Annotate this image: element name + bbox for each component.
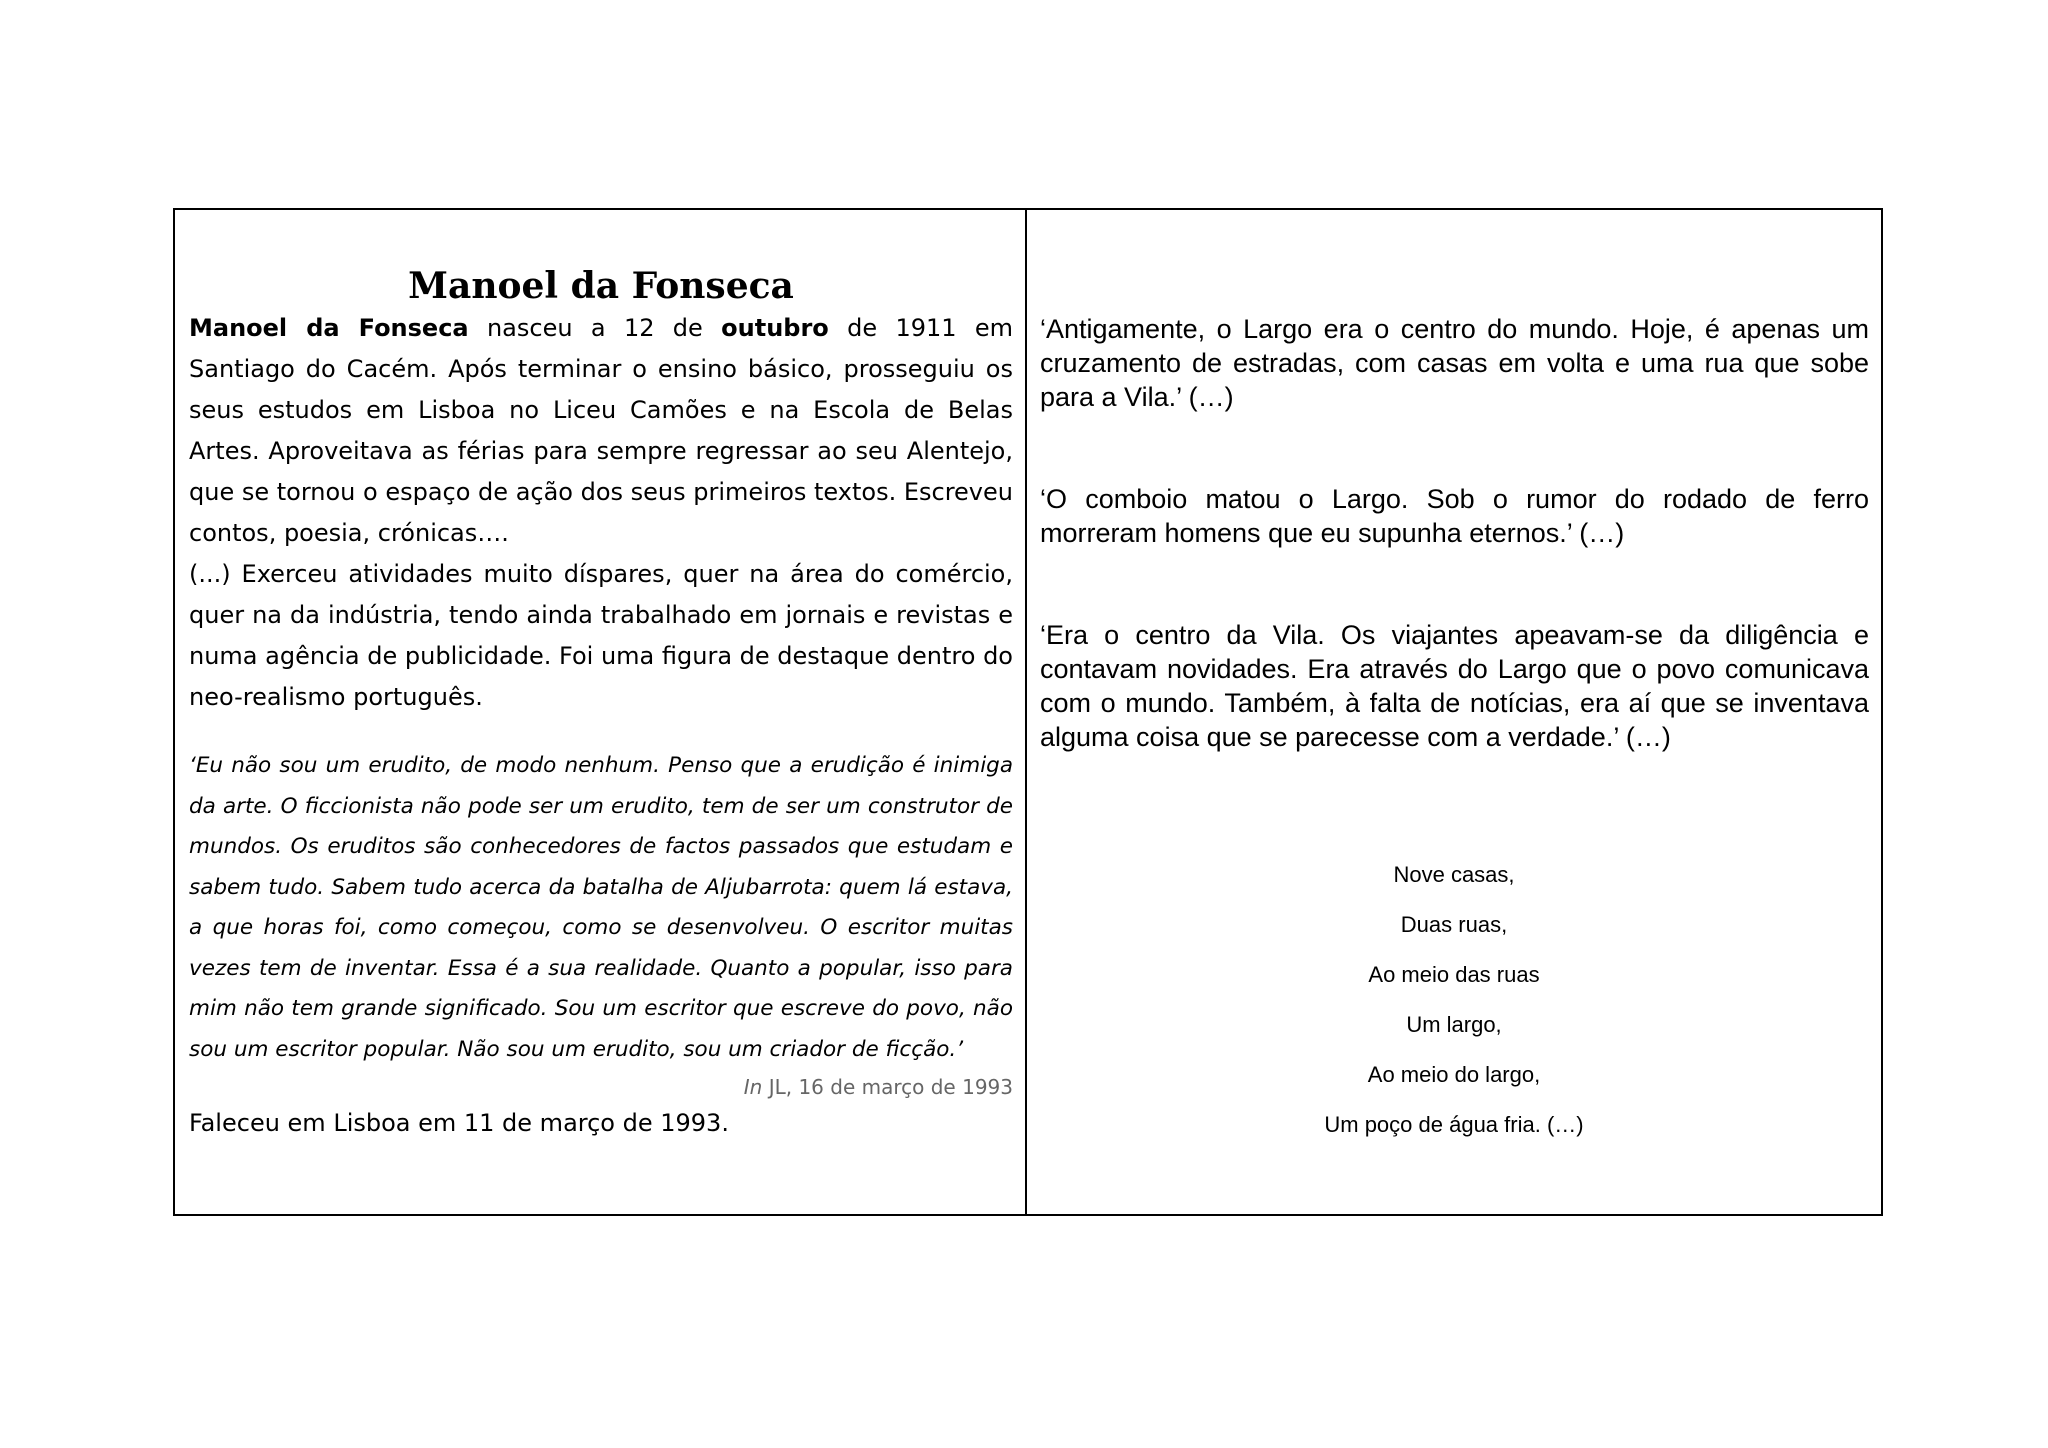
- bio-text-2: de 1911 em Santiago do Cacém. Após terminar o ensino básico, prosseguiu os seus estudos em Lisboa no Liceu Camões e na Escola de Belas Artes. Aproveitava as férias para sempre regressar ao seu Alentejo, que se tornou o espaço de ação dos seus primeiros textos. Escreveu contos, poesia, crónicas….: [189, 314, 1013, 547]
- excerpts-column: [1027, 210, 1881, 1214]
- poem-line: Ao meio das ruas: [1368, 962, 1540, 987]
- quote-source: [189, 1070, 1013, 1104]
- biography-title: Manoel da Fonseca: [408, 265, 794, 307]
- bio-name: Manoel da Fonseca: [189, 314, 469, 342]
- poem: [1027, 850, 1881, 1150]
- excerpt-1: ‘Antigamente, o Largo era o centro do mundo. Hoje, é apenas um cruzamento de estradas, com casas em volta e uma rua que sobe para a Vila.’ (…): [1040, 314, 1869, 412]
- poem-line: Um largo,: [1406, 1012, 1502, 1037]
- source-in: In: [743, 1075, 763, 1099]
- death-note: Faleceu em Lisboa em 11 de março de 1993.: [189, 1109, 729, 1137]
- excerpt-2: ‘O comboio matou o Largo. Sob o rumor do rodado de ferro morreram homens que eu supunha eternos.’ (…): [1040, 484, 1869, 548]
- bio-text-1: nasceu a 12 de: [468, 314, 722, 342]
- author-quote: ‘Eu não sou um erudito, de modo nenhum. Penso que a erudição é inimiga da arte. O ficcionista não pode ser um erudito, tem de ser um construtor de mundos. Os eruditos são conhecedores de factos passados que estudam e sabem tudo. Sabem tudo acerca da batalha de Aljubarrota: quem lá estava, a que horas foi, como começou, como se desenvolveu. O escritor muitas vezes tem de inventar. Essa é a sua realidade. Quanto a popular, isso para mim não tem grande significado. Sou um escritor que escreve do povo, não sou um escritor popular. Não sou um erudito, sou um criador de ficção.’: [189, 753, 1013, 1062]
- poem-line: Duas ruas,: [1400, 912, 1508, 937]
- biography-column: [175, 210, 1027, 1214]
- excerpt-3: ‘Era o centro da Vila. Os viajantes apeavam-se da diligência e contavam novidades. Era através do Largo que o povo comunicava com o mundo. Também, à falta de notícias, era aí que se inventava alguma coisa que se parecesse com a verdade.’ (…): [1040, 620, 1869, 752]
- source-publication: JL, 16 de março de 1993: [762, 1075, 1013, 1099]
- document-table: [173, 208, 1883, 1216]
- bio-text-3: (...) Exerceu atividades muito díspares, quer na área do comércio, quer na da indústria, tendo ainda trabalhado em jornais e revistas e numa agência de publicidade. Foi uma figura de destaque dentro do neo-realismo português.: [189, 560, 1013, 711]
- poem-line: Ao meio do largo,: [1367, 1062, 1541, 1087]
- biography-paragraph: [189, 308, 1013, 718]
- poem-line: Nove casas,: [1393, 862, 1515, 887]
- poem-line: Um poço de água fria. (…): [1324, 1112, 1584, 1137]
- bio-month: outubro: [721, 314, 829, 342]
